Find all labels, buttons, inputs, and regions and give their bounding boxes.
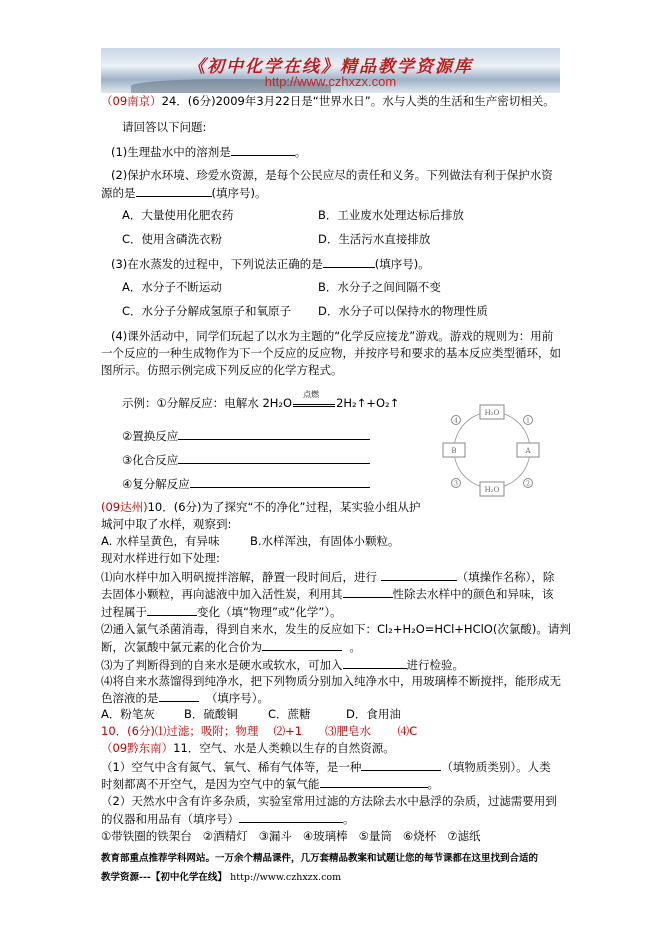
item: ②酒精灯	[202, 829, 248, 843]
answer-blank	[239, 811, 343, 823]
punct: 。	[427, 777, 439, 791]
reaction-cycle-diagram	[437, 403, 547, 501]
item-list	[101, 829, 481, 844]
answer-blank	[320, 776, 428, 788]
step-2: 2	[526, 480, 530, 488]
item: ⑥烧杯	[402, 829, 437, 843]
example-products: 2H₂↑+O₂↑	[336, 396, 400, 410]
q24-part2: (2)保护水环境、珍爱水资源，是每个公民应尽的责任和义务。下列做法有利于保护水资	[111, 168, 553, 182]
answer-blank	[343, 586, 393, 598]
reaction-label: ②置换反应	[122, 429, 179, 443]
answer-blank	[262, 639, 342, 651]
question-source: （09黔东南）	[101, 741, 174, 755]
option: B．硫酸铜	[184, 707, 238, 721]
answer-blank	[361, 759, 441, 771]
footer-link[interactable]: http://www.czhxzx.com	[230, 872, 342, 883]
item: ③漏斗	[258, 829, 292, 843]
answer-blank	[190, 476, 370, 488]
q24-part2-hint: (填序号)。	[211, 186, 267, 200]
text-line: （1）空气中含有氮气、氧气、稀有气体等，是一种	[101, 760, 362, 774]
example-equation: 示例：①分解反应：电解水 2H₂O	[122, 396, 293, 410]
step-4: 4	[454, 417, 458, 425]
option: C．使用含磷洗衣粉	[122, 232, 223, 246]
banner-title: 《初中化学在线》精品教学资源库	[188, 57, 473, 77]
text-line: 现对水样进行如下处理:	[101, 551, 220, 565]
question-source: (09达州)	[101, 500, 148, 514]
q24-part2-cont: 源的是	[101, 186, 136, 200]
text-line: 去固体小颗粒，再向滤液中加入活性炭，利用其	[101, 587, 343, 601]
reaction-label: ③化合反应	[122, 453, 179, 467]
text-line: 城河中取了水样，观察到:	[101, 517, 232, 531]
observation: B.水样浑浊，有固体小颗粒。	[250, 534, 400, 548]
text-line: 进行检验。	[406, 658, 464, 672]
answer-blank	[381, 569, 457, 581]
answer-key: 10．(6分)⑴过滤；吸附；物理 ⑵+1 ⑶肥皂水 ⑷C	[101, 724, 418, 738]
punct: 。	[343, 812, 355, 826]
punct: 。	[349, 640, 361, 654]
q24-part3-hint: (填序号)。	[374, 257, 430, 271]
item: ④玻璃棒	[302, 829, 348, 843]
box-bottom-label: H₂O	[484, 486, 500, 494]
banner-url: http://www.czhxzx.com	[264, 74, 397, 89]
footer-text: 教育部重点推荐学科网站。一万余个精品课件，几万套精品教案和试题让您的每节课都在这里找到合适的	[101, 853, 539, 864]
question-source: （09南京）	[101, 94, 162, 108]
text-line: （填序号）。	[205, 691, 270, 705]
site-banner	[101, 48, 560, 93]
option: A．大量使用化肥农药	[122, 208, 234, 222]
text-line: ⑷将自来水蒸馏得到纯净水，把下列物质分别加入纯净水中，用玻璃棒不断搅拌，能形成无	[101, 674, 561, 688]
option: D．食用油	[346, 707, 401, 721]
punct: 。	[294, 145, 307, 159]
q24-part4: 图所示。仿照示例完成下列反应的化学方程式。	[101, 363, 343, 377]
option: C．水分子分解成氢原子和氧原子	[122, 304, 292, 318]
q24-part1: (1)生理盐水中的溶剂是	[111, 145, 231, 159]
q24-part4: 一个反应的一种生成物作为下一个反应的反应物，并按序号和要求的基本反应类型循环，如	[101, 346, 561, 360]
answer-blank	[178, 452, 370, 464]
answer-blank	[343, 657, 407, 669]
text-line: ⑵通入氯气杀菌消毒，得到自来水，发生的反应如下：Cl₂+H₂O=HCl+HClO(次氯酸)。请判	[101, 622, 571, 636]
answer-blank	[323, 256, 375, 268]
footer-text: 教学资源---【初中化学在线】	[101, 872, 227, 883]
question-head: 24．(6分)2009年3月22日是“世界水日”。水与人类的生活和生产密切相关。	[161, 94, 555, 108]
option: D．生活污水直接排放	[318, 232, 431, 246]
answer-blank	[231, 144, 295, 156]
box-b-label: B	[451, 447, 457, 455]
text-line: （填物质类别）。人类	[441, 760, 551, 774]
item: ①带铁圈的铁架台	[101, 829, 192, 843]
option: B．水分子之间间隔不变	[318, 280, 441, 294]
text-line: 变化（填“物理”或“化学”）。	[197, 605, 342, 619]
text-line: 的仪器和用品有（填序号）	[101, 812, 239, 826]
text-line: ⑴向水样中加入明矾搅拌溶解，静置一段时间后，进行	[101, 570, 377, 584]
item: ⑤量筒	[358, 829, 392, 843]
observation: A. 水样呈黄色，有异味	[101, 534, 220, 548]
text-line: （2）天然水中含有许多杂质，实验室常用过滤的方法除去水中悬浮的杂质，过滤需要用到	[101, 794, 557, 808]
box-top-label: H₂O	[484, 409, 500, 417]
reaction-label: ④复分解反应	[122, 477, 190, 491]
answer-blank	[159, 690, 199, 702]
step-3: 3	[454, 480, 458, 488]
step-1: 1	[526, 417, 530, 425]
text-line: 性除去水样中的颜色和异味，该	[392, 587, 554, 601]
option: A．粉笔灰	[101, 707, 155, 721]
text-line: ⑶为了判断得到的自来水是硬水或软水，可加入	[101, 658, 343, 672]
box-a-label: A	[525, 447, 531, 455]
q24-part3: (3)在水蒸发的过程中，下列说法正确的是	[111, 257, 323, 271]
option: D．水分子可以保持水的物理性质	[318, 304, 488, 318]
question-head: 11．空气、水是人类赖以生存的自然资源。	[173, 741, 395, 755]
text-line: 时刻都离不开空气，是因为空气中的氧气能	[101, 777, 320, 791]
question-head: 10．(6分)为了探究“不的净化”过程，某实验小组从护	[147, 500, 421, 514]
prompt: 请回答以下问题:	[122, 120, 207, 134]
answer-blank	[147, 604, 197, 616]
answer-blank	[136, 185, 212, 197]
q24-part4: (4)课外活动中，同学们玩起了以水为主题的“化学反应接龙”游戏。游戏的规则为：用前	[111, 329, 554, 343]
reaction-condition: 点燃	[303, 390, 320, 399]
option: A．水分子不断运动	[122, 280, 222, 294]
option: C．蔗糖	[268, 707, 311, 721]
item: ⑦滤纸	[447, 829, 481, 843]
text-line: （填操作名称），除	[456, 570, 555, 584]
answer-blank	[178, 428, 370, 440]
text-line: 断，次氯酸中氯元素的化合价为	[101, 640, 262, 654]
text-line: 过程属于	[101, 605, 147, 619]
option: B．工业废水处理达标后排放	[318, 208, 464, 222]
text-line: 色溶液的是	[101, 691, 159, 705]
